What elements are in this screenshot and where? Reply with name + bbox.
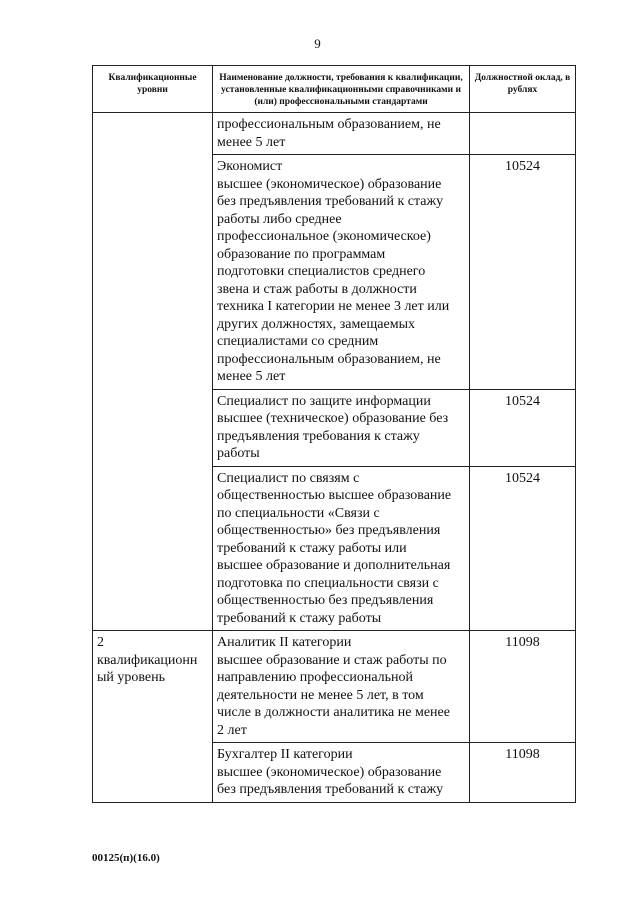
salary-cell: 10524 [470,389,576,466]
position-requirements-cell [213,743,470,803]
table-row [93,631,576,743]
position-text-line: без предъявления требований к стажу [217,194,444,209]
position-text-line: Экономист [217,159,283,174]
position-text-line: высшее (техническое) образование без [217,411,449,426]
table-header-row [93,66,576,113]
position-text-line: Аналитик II категории [217,635,352,650]
position-text-line: Специалист по защите информации [217,393,431,409]
position-text-line: звена и стаж работы в должности [217,281,417,297]
position-text-line: требований к стажу работы или [217,540,407,556]
position-text-line: профессиональным образованием, не [217,351,441,367]
position-text-line: высшее (экономическое) образование [217,176,442,192]
salary-cell: 11098 [470,631,576,743]
header-levels: Квалификационные уровни [93,66,213,113]
qualification-level-line: квалификационн [97,652,198,668]
position-requirements-cell [213,466,470,631]
position-requirements-cell [213,631,470,743]
position-text-line: направлению профессиональной [217,670,414,685]
position-requirements-cell [213,389,470,466]
position-requirements-cell [213,113,470,155]
qualification-level-line: ый уровень [97,670,166,685]
position-text-line: требований к стажу работы [217,610,382,626]
position-text-line: менее 5 лет [217,134,286,150]
position-text-line: специалистами со средним [217,334,379,349]
position-text-line: других должностях, замещаемых [217,316,415,332]
position-text-line: предъявления требования к стажу [217,428,420,444]
position-text-line: общественностью без предъявления [217,593,434,608]
position-text-line: подготовки специалистов среднего [217,264,426,279]
table-body [93,113,576,803]
position-text-line: деятельности не менее 5 лет, в том [217,687,424,703]
position-text-line: 2 лет [217,722,247,738]
document-code: 00125(п)(16.0) [92,852,160,864]
table-row [93,113,576,155]
salary-cell [470,113,576,155]
qualification-level-line: 2 [97,635,104,650]
position-text-line: общественностью» без предъявления [217,523,441,538]
position-text-line: без предъявления требований к стажу [217,782,444,797]
salary-cell: 11098 [470,743,576,803]
position-text-line: профессиональным образованием, не [217,117,441,132]
position-text-line: образование по программам [217,246,386,262]
position-requirements-cell [213,155,470,390]
position-text-line: числе в должности аналитика не менее [217,705,450,720]
position-text-line: общественностью высшее образование [217,488,452,503]
position-text-line: высшее (экономическое) образование [217,764,442,780]
position-text-line: высшее образование и дополнительная [217,558,451,573]
position-text-line: работы [217,446,260,461]
position-text-line: по специальности «Связи с [217,505,380,521]
position-text-line: работы либо среднее [217,211,342,227]
position-text-line: высшее образование и стаж работы по [217,652,447,668]
header-salary: Должностной оклад, в рублях [470,66,576,113]
position-text-line: менее 5 лет [217,369,286,384]
position-text-line: Специалист по связям с [217,470,360,486]
position-text-line: Бухгалтер II категории [217,747,353,762]
qualification-table [92,65,576,803]
qualification-level-cell [93,631,213,803]
header-positions: Наименование должности, требования к квалификации, установленные квалификационными справочниками и (или) профессиональными стандартами [213,66,470,113]
salary-cell: 10524 [470,466,576,631]
page-number: 9 [314,36,321,51]
salary-cell: 10524 [470,155,576,390]
position-text-line: техника I категории не менее 3 лет или [217,299,450,314]
qualification-level-cell [93,113,213,631]
position-text-line: профессиональное (экономическое) [217,229,431,244]
position-text-line: подготовка по специальности связи с [217,575,439,591]
